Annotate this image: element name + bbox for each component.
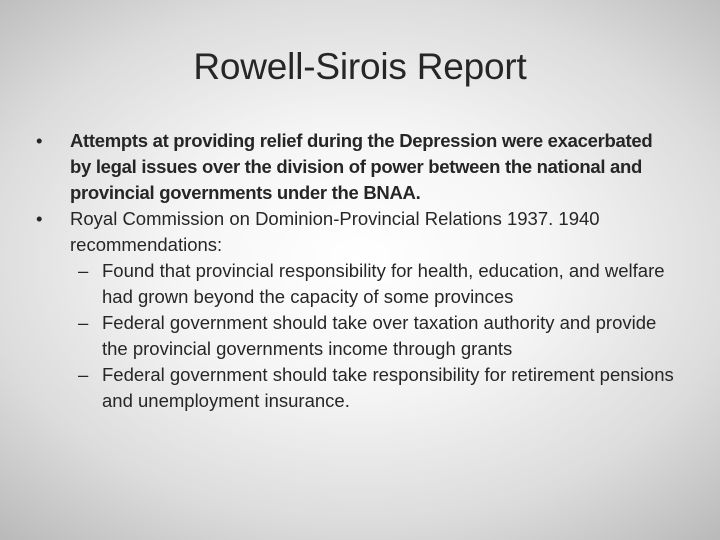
- bullet-marker: •: [36, 208, 43, 229]
- bullet-item-2: [36, 206, 676, 258]
- sub-bullet-item-2: [36, 310, 676, 362]
- slide-title: Rowell-Sirois Report: [193, 46, 527, 87]
- sub-bullet-marker: –: [78, 260, 89, 281]
- sub-bullet-item-1: [36, 258, 676, 310]
- sub-bullet-marker: –: [78, 312, 89, 333]
- sub-bullet-text: Found that provincial responsibility for health, education, and welfare had grown beyond the capacity of some provinces: [102, 260, 665, 307]
- sub-bullet-text: Federal government should take over taxation authority and provide the provincial governments income through grants: [102, 312, 657, 359]
- bullet-text: Attempts at providing relief during the Depression were exacerbated by legal issues over the division of power between the national and provincial governments under the BNAA.: [70, 130, 653, 203]
- slide-body: [36, 128, 676, 414]
- sub-bullet-marker: –: [78, 364, 89, 385]
- bullet-text: Royal Commission on Dominion-Provincial Relations 1937. 1940 recommendations:: [70, 208, 600, 255]
- bullet-item-1: [36, 128, 676, 206]
- sub-bullet-item-3: [36, 362, 676, 414]
- sub-bullet-text: Federal government should take responsibility for retirement pensions and unemployment insurance.: [102, 364, 674, 411]
- bullet-marker: •: [36, 130, 43, 151]
